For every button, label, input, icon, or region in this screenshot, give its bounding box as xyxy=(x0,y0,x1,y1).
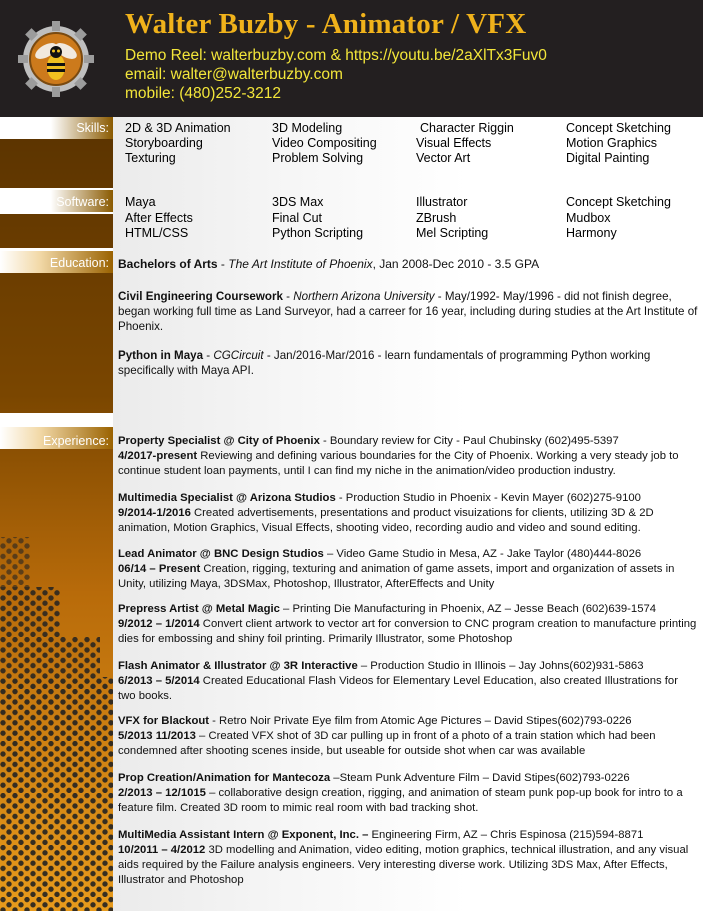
education-separator: - xyxy=(217,257,229,271)
software-item: Maya xyxy=(125,195,156,209)
job-description: Convert client artwork to vector art for conversion to CNC program creation to manufacture printing dies for embossing and shiny foil printing. Primarily Illustrator, some Photoshop xyxy=(118,618,697,645)
experience-entry xyxy=(118,714,698,759)
software-item: Mel Scripting xyxy=(416,226,489,240)
job-employer-info: - Production Studio in Phoenix - Kevin Mayer (602)275-9100 xyxy=(335,492,641,504)
job-description: 3D modelling and Animation, video editing, motion graphics, technical illustration, and any visual aids required by the Failure analysis engineers. Very interesting diverse work. Utilizing 3DS Max, After Effects, Illustrator and Photoshop xyxy=(118,844,689,886)
job-dates: 2/2013 – 12/1015 xyxy=(118,787,206,799)
education-separator: - xyxy=(282,290,294,303)
education-title: Python in Maya xyxy=(118,349,204,362)
education-entry xyxy=(118,257,698,272)
experience-entry xyxy=(118,659,698,704)
left-decor-column xyxy=(0,117,113,911)
bee-cog-icon xyxy=(18,21,94,97)
skill-item: Video Compositing xyxy=(272,136,377,150)
email-line[interactable]: email: walter@walterbuzby.com xyxy=(125,66,343,83)
job-employer-info: – Printing Die Manufacturing in Phoenix, AZ – Jesse Beach (602)639-1574 xyxy=(279,603,657,615)
software-section-label: Software: xyxy=(56,195,109,209)
education-entry xyxy=(118,289,698,334)
education-school: Northern Arizona University xyxy=(293,290,435,303)
job-title: Lead Animator @ BNC Design Studios xyxy=(118,548,324,560)
job-title: Flash Animator & Illustrator @ 3R Interactive xyxy=(118,660,358,672)
skills-section-label: Skills: xyxy=(76,121,109,135)
job-employer-info: - Retro Noir Private Eye film from Atomic Age Pictures – David Stipes(602)793-0226 xyxy=(209,715,632,727)
applicant-name: Walter Buzby - Animator / VFX xyxy=(125,8,527,40)
experience-entry xyxy=(118,547,698,592)
skill-item: Character Riggin xyxy=(420,121,514,135)
software-item: Concept Sketching xyxy=(566,195,671,209)
software-item: Illustrator xyxy=(416,195,468,209)
experience-entry xyxy=(118,771,698,816)
education-details: - Jan/2016-Mar/2016 - learn fundamentals of programming Python working specifically with Maya API. xyxy=(118,349,651,377)
job-title: MultiMedia Assistant Intern @ Exponent, Inc. – xyxy=(118,829,369,841)
mobile-line: mobile: (480)252-3212 xyxy=(125,85,281,102)
job-dates: 4/2017-present xyxy=(118,450,198,462)
experience-entry xyxy=(118,434,698,479)
resume-header xyxy=(0,0,703,117)
skill-item: 3D Modeling xyxy=(272,121,343,135)
job-employer-info: –Steam Punk Adventure Film – David Stipes(602)793-0226 xyxy=(330,772,630,784)
job-description: Reviewing and defining various boundaries for the City of Phoenix. Working a very steady job to continue student loan payments, until I can find my niche in the animation/video production industry. xyxy=(118,450,679,477)
job-description: Created Educational Flash Videos for Elementary Level Education, also created Illustrations for two books. xyxy=(118,675,678,702)
skill-item: Texturing xyxy=(125,151,176,165)
education-title: Bachelors of Arts xyxy=(118,257,218,271)
job-description: – Created VFX shot of 3D car pulling up in front of a photo of a train station which had been condemned after shooting scenes inside, but useable for outside shot when car was available xyxy=(118,730,656,757)
job-dates: 06/14 – Present xyxy=(118,563,201,575)
education-title: Civil Engineering Coursework xyxy=(118,290,283,303)
job-dates: 10/2011 – 4/2012 xyxy=(118,844,206,856)
education-details: , Jan 2008-Dec 2010 - 3.5 GPA xyxy=(372,257,540,271)
job-dates: 9/2012 – 1/2014 xyxy=(118,618,200,630)
job-description: Creation, rigging, texturing and animation of game assets, import and organization of assets in Unity, utilizing Maya, 3DSMax, Photoshop, Illustrator, AfterEffects and Unity xyxy=(118,563,675,590)
skill-item: Digital Painting xyxy=(566,151,650,165)
skill-item: Concept Sketching xyxy=(566,121,671,135)
software-item: Harmony xyxy=(566,226,617,240)
education-section-label: Education: xyxy=(49,256,109,270)
software-item: ZBrush xyxy=(416,211,457,225)
experience-entry xyxy=(118,602,698,647)
software-item: HTML/CSS xyxy=(125,226,189,240)
education-school: The Art Institute of Phoenix xyxy=(228,257,373,271)
software-item: 3DS Max xyxy=(272,195,324,209)
job-title: Property Specialist @ City of Phoenix xyxy=(118,435,320,447)
skill-item: Problem Solving xyxy=(272,151,364,165)
skill-item: Visual Effects xyxy=(416,136,492,150)
job-employer-info: – Production Studio in Illinois – Jay Johns(602)931-5863 xyxy=(357,660,644,672)
job-dates: 9/2014-1/2016 xyxy=(118,507,191,519)
job-title: Multimedia Specialist @ Arizona Studios xyxy=(118,492,336,504)
job-title: Prop Creation/Animation for Mantecoza xyxy=(118,772,331,784)
education-separator: - xyxy=(203,349,214,362)
skill-item: Vector Art xyxy=(416,151,471,165)
software-item: Mudbox xyxy=(566,211,611,225)
education-details: - May/1992- May/1996 - did not finish degree, began working full time as Land Surveyor, had a carreer for 16 year, including during studies at the Art Institute of Phoenix. xyxy=(118,290,698,333)
software-item: Python Scripting xyxy=(272,226,364,240)
skill-item: Motion Graphics xyxy=(566,136,658,150)
software-item: After Effects xyxy=(125,211,193,225)
skill-item: 2D & 3D Animation xyxy=(125,121,231,135)
education-school: CGCircuit xyxy=(213,349,264,362)
job-employer-info: - Boundary review for City - Paul Chubinsky (602)495-5397 xyxy=(319,435,619,447)
experience-section-label: Experience: xyxy=(42,434,109,448)
honeycomb-decor xyxy=(0,117,113,911)
job-title: VFX for Blackout xyxy=(118,715,210,727)
skill-item: Storyboarding xyxy=(125,136,203,150)
education-entry xyxy=(118,348,698,378)
job-description: Created advertisements, presentations and product visuizations for clients, utilizing 3D & 2D animation, Motion Graphics, Visual Effects, shooting video, recording audio and video and sound editing. xyxy=(118,507,654,534)
software-item: Final Cut xyxy=(272,211,323,225)
experience-entry xyxy=(118,828,698,888)
job-employer-info: – Video Game Studio in Mesa, AZ - Jake Taylor (480)444-8026 xyxy=(323,548,642,560)
job-description: – collaborative design creation, rigging, and animation of steam punk pop-up book for intro to a feature film. Created 3D room to mimic real room with bad tracking shot. xyxy=(118,787,683,814)
job-dates: 6/2013 – 5/2014 xyxy=(118,675,200,687)
job-title: Prepress Artist @ Metal Magic xyxy=(118,603,280,615)
experience-entry xyxy=(118,491,698,536)
job-dates: 5/2013 11/2013 xyxy=(118,730,196,742)
demo-reel-line[interactable]: Demo Reel: walterbuzby.com & https://youtu.be/2aXlTx3Fuv0 xyxy=(125,47,547,64)
job-employer-info: Engineering Firm, AZ – Chris Espinosa (215)594-8871 xyxy=(368,829,644,841)
